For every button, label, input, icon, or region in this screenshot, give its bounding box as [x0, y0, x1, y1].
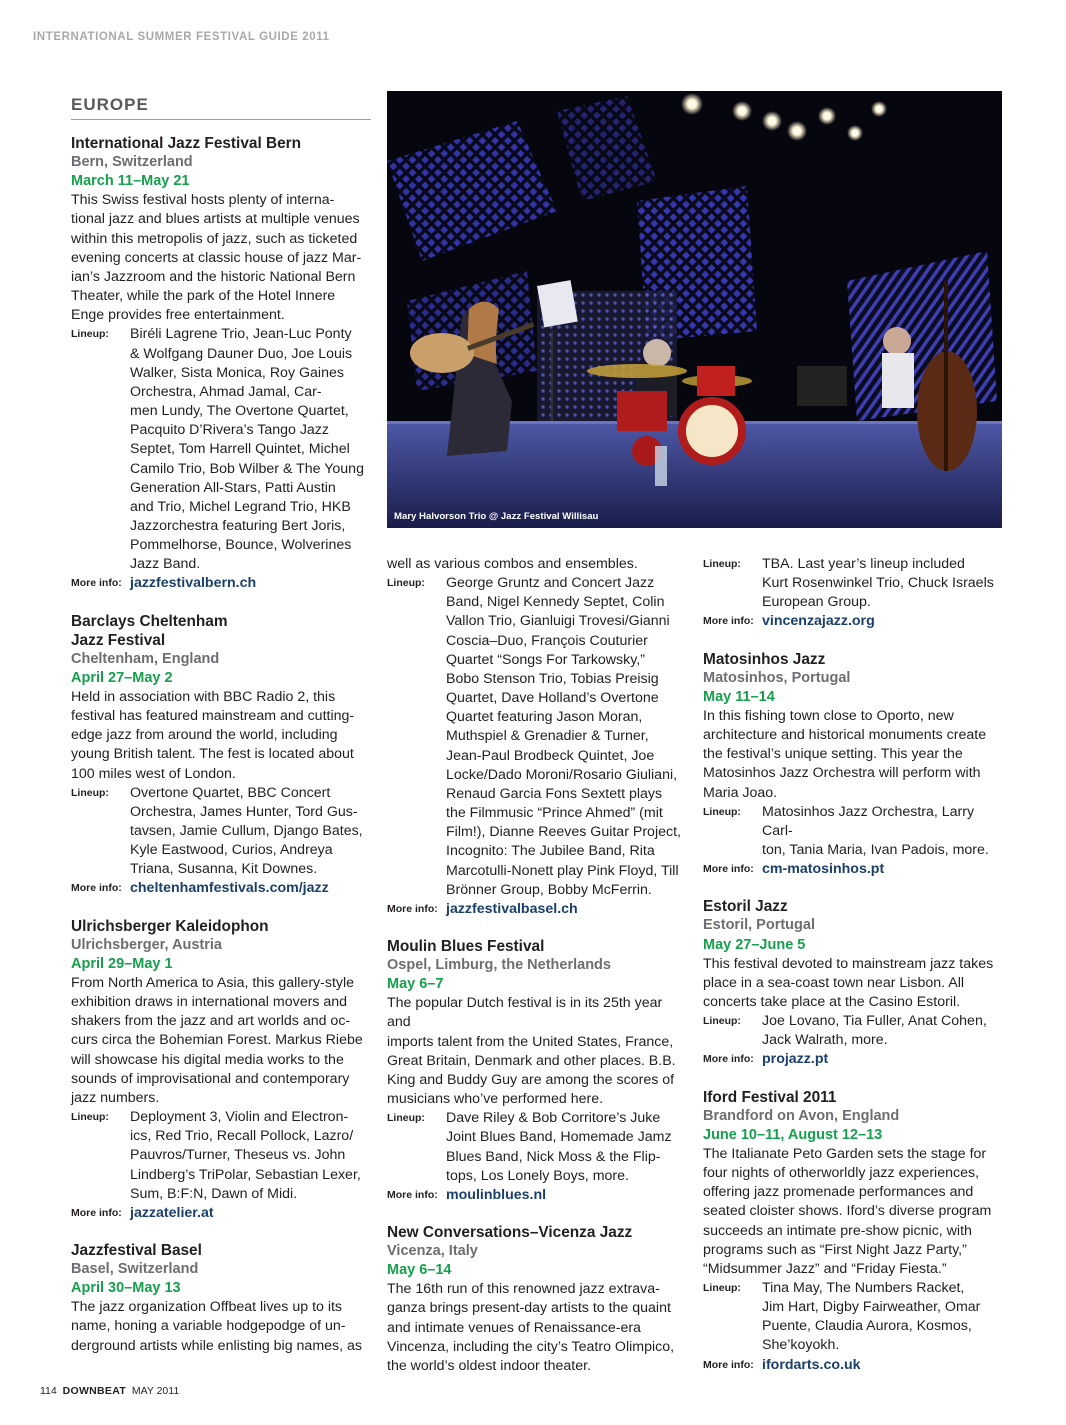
festival-description: [71, 191, 371, 325]
text-line: Walker, Sista Monica, Roy Gaines: [130, 364, 344, 381]
text-line: Jim Hart, Digby Fairweather, Omar: [762, 1299, 981, 1316]
text-line: The popular Dutch festival is in its 25th year and: [387, 995, 663, 1031]
text-line: “Midsummer Jazz” and “Friday Fiesta.”: [703, 1260, 947, 1277]
festival-dates: March 11–May 21: [71, 173, 190, 190]
text-line: Tina May, The Numbers Racket,: [762, 1280, 965, 1296]
festival-description: [71, 1298, 371, 1355]
text-line: George Gruntz and Concert Jazz: [446, 575, 655, 592]
festival-name: Matosinhos Jazz: [703, 650, 826, 668]
text-line: festival has featured mainstream and cutting-: [71, 708, 355, 725]
text-line: well as various combos and ensembles.: [387, 556, 638, 572]
festival-description: [71, 974, 371, 1108]
festival-description: [387, 1280, 687, 1376]
text-line: Theater, while the park of the Hotel Innere: [71, 288, 336, 305]
column-1: [71, 96, 371, 1374]
lineup-label: Lineup:: [703, 558, 741, 570]
festival-name: Moulin Blues Festival: [387, 937, 545, 955]
text-line: Lindberg’s TriPolar, Sebastian Lexer,: [130, 1166, 361, 1183]
more-info-label: More info:: [71, 1206, 122, 1219]
festival-description: [387, 994, 687, 1109]
festival-name: Estoril Jazz: [703, 898, 788, 916]
text-line: Jazz Festival: [71, 631, 166, 649]
text-line: tional jazz and blues artists at multiple venues: [71, 211, 360, 228]
text-line: Matosinhos Jazz Orchestra will perform with: [703, 765, 981, 782]
text-line: Renaud Garcia Fons Sextett plays: [446, 785, 663, 802]
text-line: Deployment 3, Violin and Electron-: [130, 1109, 349, 1126]
festival-entry-matosinhos: [703, 650, 1003, 880]
festival-name: Jazzfestival Basel: [71, 1241, 202, 1259]
more-info-row: [71, 879, 371, 898]
text-line: 100 miles west of London.: [71, 765, 236, 782]
festival-location: Matosinhos, Portugal: [703, 669, 851, 686]
text-line: Vincenza, including the city’s Teatro Olimpico,: [387, 1338, 675, 1355]
lineup-row: [703, 555, 1003, 612]
festival-name: Ulrichsberger Kaleidophon: [71, 917, 269, 935]
more-info-label: More info:: [703, 863, 754, 876]
text-line: Septet, Tom Harrell Quintet, Michel: [130, 441, 350, 458]
text-line: King and Buddy Guy are among the scores of: [387, 1071, 675, 1088]
festival-entry-vicenza-continued: [703, 555, 1003, 632]
text-line: Jazz Band.: [130, 556, 201, 573]
lineup-row: [387, 1109, 687, 1186]
lineup-label: Lineup:: [71, 1111, 109, 1124]
text-line: Barclays Cheltenham: [71, 612, 228, 630]
festival-entry-moulin: [387, 937, 687, 1205]
text-line: Quartet featuring Jason Moran,: [446, 709, 643, 726]
text-line: ics, Red Trio, Recall Pollock, Lazro/: [130, 1128, 354, 1145]
page-number: 114: [40, 1385, 57, 1397]
text-line: will showcase his digital media works to the: [71, 1051, 344, 1068]
running-head: INTERNATIONAL SUMMER FESTIVAL GUIDE 2011: [33, 31, 330, 43]
festival-entry-ulrichsberg: [71, 917, 371, 1223]
festival-description: [387, 555, 687, 574]
festival-entry-iford: [703, 1088, 1003, 1375]
text-line: tops, Los Lonely Boys, more.: [446, 1167, 629, 1184]
festival-dates: May 6–14: [387, 1262, 452, 1279]
text-line: sounds of improvisational and contemporary: [71, 1070, 350, 1087]
festival-entry-basel-continued: [387, 555, 687, 919]
text-line: ton, Tania Maria, Ivan Padois, more.: [762, 842, 989, 859]
lineup-row: [71, 325, 371, 574]
text-line: Band, Nigel Kennedy Septet, Colin: [446, 594, 665, 611]
more-info-label: More info:: [71, 577, 122, 590]
text-line: & Wolfgang Dauner Duo, Joe Louis: [130, 345, 353, 362]
festival-location: Bern, Switzerland: [71, 154, 193, 170]
lineup-label: Lineup:: [703, 1282, 741, 1294]
text-line: within this metropolis of jazz, such as ticketed: [71, 230, 358, 247]
more-info-link[interactable]: cheltenhamfestivals.com/jazz: [130, 880, 329, 897]
text-line: The jazz organization Offbeat lives up to its: [71, 1299, 343, 1316]
text-line: Marcotulli-Nonett play Pink Floyd, Till: [446, 862, 679, 879]
text-line: young British talent. The fest is located about: [71, 746, 354, 763]
text-line: Jack Walrath, more.: [762, 1032, 888, 1049]
festival-location: Estoril, Portugal: [703, 917, 815, 934]
text-line: concerts take place at the Casino Estoril.: [703, 993, 961, 1010]
text-line: seated cloister shows. Iford’s diverse program: [703, 1203, 992, 1220]
text-line: and Trio, Michel Legrand Trio, HKB: [130, 498, 351, 515]
lineup-text: [762, 1279, 1003, 1356]
text-line: musicians who’ve performed here.: [387, 1091, 604, 1108]
text-line: edge jazz from around the world, including: [71, 727, 338, 744]
more-info-link[interactable]: cm-matosinhos.pt: [762, 861, 885, 878]
festival-name: [71, 612, 371, 650]
text-line: Pauvros/Turner, Theseus vs. John: [130, 1147, 346, 1164]
more-info-label: More info:: [703, 615, 754, 628]
festival-name: International Jazz Festival Bern: [71, 135, 302, 152]
column-2: [387, 555, 687, 1394]
text-line: Triana, Susanna, Kit Downes.: [130, 861, 318, 878]
text-line: Camilo Trio, Bob Wilber & The Young: [130, 460, 364, 477]
festival-entry-bern: [71, 134, 371, 594]
text-line: curs circa the Bohemian Forest. Markus Riebe: [71, 1032, 363, 1049]
text-line: Jean-Paul Brodbeck Quintet, Joe: [446, 747, 655, 764]
text-line: four nights of otherworldly jazz experiences,: [703, 1165, 980, 1182]
text-line: This Swiss festival hosts plenty of interna-: [71, 192, 335, 209]
magazine-name: DOWNBEAT: [62, 1385, 127, 1397]
text-line: Joint Blues Band, Homemade Jamz: [446, 1129, 672, 1146]
festival-description: [71, 688, 371, 784]
text-line: From North America to Asia, this gallery-style: [71, 974, 355, 991]
festival-dates: April 27–May 2: [71, 669, 173, 686]
text-line: Maria Joao.: [703, 784, 778, 801]
festival-location: Cheltenham, England: [71, 650, 220, 667]
more-info-label: More info:: [387, 902, 438, 915]
text-line: In this fishing town close to Oporto, new: [703, 707, 954, 724]
festival-entry-basel: [71, 1241, 371, 1356]
festival-description: [703, 707, 1003, 803]
text-line: ganza brings present-day artists to the quaint: [387, 1300, 671, 1317]
text-line: the world’s oldest indoor theater.: [387, 1357, 592, 1374]
text-line: Joe Lovano, Tia Fuller, Anat Cohen,: [762, 1013, 987, 1030]
more-info-row: [387, 1186, 687, 1205]
concert-photo: [387, 91, 1002, 528]
text-line: Locke/Dado Moroni/Rosario Giuliani,: [446, 766, 678, 783]
lineup-row: [71, 1108, 371, 1204]
text-line: Muthspiel & Grenadier & Turner,: [446, 728, 649, 745]
text-line: Pommelhorse, Bounce, Wolverines: [130, 537, 352, 554]
lineup-row: [703, 1012, 1003, 1050]
more-info-link[interactable]: jazzfestivalbern.ch: [130, 575, 257, 592]
text-line: evening concerts at classic house of jazz Mar-: [71, 249, 362, 266]
lineup-text: [762, 555, 1003, 612]
festival-name: Iford Festival 2011: [703, 1088, 837, 1106]
page-footer: [40, 1385, 179, 1397]
more-info-label: More info:: [387, 1188, 438, 1201]
festival-entry-estoril: [703, 897, 1003, 1069]
text-line: Sum, B:F:N, Dawn of Midi.: [130, 1185, 298, 1202]
festival-location: Ulrichsberger, Austria: [71, 936, 222, 953]
text-line: Jazzorchestra featuring Bert Joris,: [130, 517, 346, 534]
text-line: European Group.: [762, 594, 871, 611]
festival-entry-vicenza: [387, 1223, 687, 1376]
text-line: derground artists while enlisting big names, as: [71, 1337, 362, 1354]
text-line: shakers from the jazz and art worlds and oc-: [71, 1013, 351, 1030]
more-info-row: [71, 1204, 371, 1223]
text-line: the Filmmusic “Prince Ahmed” (mit: [446, 805, 663, 822]
festival-dates: May 27–June 5: [703, 936, 806, 953]
lineup-label: Lineup:: [71, 328, 109, 341]
text-line: tavsen, Jamie Cullum, Django Bates,: [130, 823, 363, 839]
lineup-label: Lineup:: [387, 1112, 425, 1125]
text-line: Held in association with BBC Radio 2, this: [71, 688, 336, 705]
text-line: men Lundy, The Overtone Quartet,: [130, 403, 349, 420]
festival-dates: May 6–7: [387, 976, 444, 993]
festival-description: [703, 1145, 1003, 1279]
text-line: Pacquito D’Rivera’s Tango Jazz: [130, 422, 329, 439]
text-line: Great Britain, Denmark and other places. B.B.: [387, 1052, 676, 1069]
lineup-label: Lineup:: [71, 786, 109, 799]
more-info-row: [71, 574, 371, 593]
text-line: Quartet “Songs For Tarkowsky,”: [446, 651, 645, 668]
text-line: Quartet, Dave Holland’s Overtone: [446, 690, 659, 707]
column-3: [703, 555, 1003, 1393]
festival-name: New Conversations–Vicenza Jazz: [387, 1224, 633, 1241]
text-line: succeeds an intimate pre-show picnic, with: [703, 1222, 972, 1239]
text-line: place in a sea-coast town near Lisbon. All: [703, 974, 965, 991]
text-line: ian’s Jazzroom and the historic National Bern: [71, 268, 356, 285]
text-line: offering jazz promenade performances and: [703, 1184, 974, 1201]
lineup-row: [703, 1279, 1003, 1356]
more-info-label: More info:: [703, 1358, 754, 1371]
text-line: imports talent from the United States, France,: [387, 1033, 674, 1050]
text-line: Incognito: The Jubilee Band, Rita: [446, 843, 655, 860]
festival-description: [703, 955, 1003, 1012]
more-info-row: [387, 900, 687, 919]
text-line: Orchestra, James Hunter, Tord Gus-: [130, 803, 358, 820]
festival-location: Basel, Switzerland: [71, 1260, 199, 1277]
lineup-label: Lineup:: [387, 577, 425, 590]
text-line: Film!), Dianne Reeves Guitar Project,: [446, 824, 681, 841]
text-line: Biréli Lagrene Trio, Jean-Luc Ponty: [130, 326, 352, 343]
more-info-row: [703, 1050, 1003, 1069]
text-line: the festival’s unique setting. This year the: [703, 746, 963, 763]
text-line: TBA. Last year’s lineup included: [762, 556, 965, 572]
more-info-row: [703, 1356, 1003, 1375]
more-info-link[interactable]: jazzfestivalbasel.ch: [446, 900, 578, 917]
lineup-text: [762, 1012, 1003, 1050]
festival-dates: May 11–14: [703, 688, 775, 705]
text-line: The Italianate Peto Garden sets the stage for: [703, 1145, 987, 1162]
festival-dates: April 29–May 1: [71, 955, 173, 972]
region-heading: EUROPE: [71, 96, 371, 120]
text-line: Coscia–Duo, François Couturier: [446, 632, 648, 649]
lineup-text: [446, 574, 687, 900]
text-line: The 16th run of this renowned jazz extrava-: [387, 1281, 660, 1298]
lineup-row: [71, 784, 371, 880]
more-info-link[interactable]: jazzatelier.at: [130, 1204, 214, 1221]
more-info-row: [703, 612, 1003, 631]
festival-location: Ospel, Limburg, the Netherlands: [387, 956, 611, 973]
text-line: She’koyokh.: [762, 1337, 840, 1354]
text-line: Bobo Stenson Trio, Tobias Preisig: [446, 670, 659, 687]
festival-entry-cheltenham: [71, 612, 371, 899]
text-line: Overtone Quartet, BBC Concert: [130, 784, 331, 801]
festival-location: Vicenza, Italy: [387, 1243, 478, 1259]
more-info-row: [703, 860, 1003, 879]
festival-dates: April 30–May 13: [71, 1280, 181, 1297]
lineup-row: [387, 574, 687, 900]
text-line: programs such as “First Night Jazz Party,”: [703, 1241, 967, 1258]
text-line: exhibition draws in international movers and: [71, 994, 348, 1011]
more-info-link[interactable]: vincenzajazz.org: [762, 613, 875, 630]
festival-dates: June 10–11, August 12–13: [703, 1126, 883, 1143]
more-info-link[interactable]: ifordarts.co.uk: [762, 1356, 861, 1373]
lineup-label: Lineup:: [703, 805, 741, 818]
text-line: name, honing a variable hodgepodge of un-: [71, 1318, 346, 1335]
text-line: Generation All-Stars, Patti Austin: [130, 479, 336, 496]
text-line: Vallon Trio, Gianluigi Trovesi/Gianni: [446, 613, 670, 630]
lineup-label: Lineup:: [703, 1015, 741, 1028]
text-line: jazz numbers.: [71, 1089, 160, 1106]
lineup-text: [130, 784, 371, 880]
concert-photo-illustration: [387, 91, 1002, 528]
lineup-text: [446, 1109, 687, 1186]
text-line: This festival devoted to mainstream jazz takes: [703, 955, 994, 972]
more-info-label: More info:: [703, 1053, 754, 1066]
more-info-label: More info:: [71, 882, 122, 895]
text-line: Kyle Eastwood, Curios, Andreya: [130, 842, 333, 859]
text-line: Matosinhos Jazz Orchestra, Larry Carl-: [762, 803, 975, 839]
lineup-row: [703, 803, 1003, 860]
more-info-link[interactable]: moulinblues.nl: [446, 1186, 547, 1203]
text-line: Dave Riley & Bob Corritore’s Juke: [446, 1110, 661, 1127]
text-line: Blues Band, Nick Moss & the Flip-: [446, 1148, 661, 1165]
lineup-text: [130, 1108, 371, 1204]
festival-location: Brandford on Avon, England: [703, 1107, 900, 1124]
text-line: Kurt Rosenwinkel Trio, Chuck Israels: [762, 575, 994, 592]
text-line: Brönner Group, Bobby McFerrin.: [446, 881, 652, 898]
more-info-link[interactable]: projazz.pt: [762, 1051, 829, 1068]
lineup-text: [130, 325, 371, 574]
text-line: architecture and historical monuments create: [703, 727, 987, 744]
photo-caption: Mary Halvorson Trio @ Jazz Festival Willisau: [394, 511, 599, 522]
text-line: Orchestra, Ahmad Jamal, Car-: [130, 383, 322, 400]
lineup-text: [762, 803, 1003, 860]
text-line: Puente, Claudia Aurora, Kosmos,: [762, 1318, 972, 1335]
text-line: Enge provides free entertainment.: [71, 307, 285, 324]
text-line: and intimate venues of Renaissance-era: [387, 1319, 641, 1336]
issue-date: MAY 2011: [131, 1385, 180, 1397]
